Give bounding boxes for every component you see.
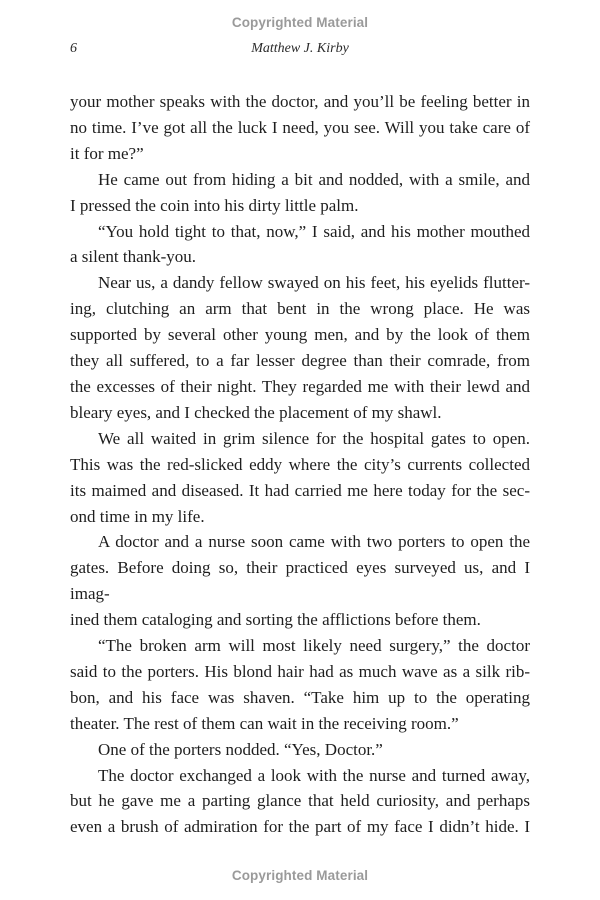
page-number: 6 <box>70 41 77 56</box>
text-line: I pressed the coin into his dirty little palm. <box>70 195 359 215</box>
text-line: bleary eyes, and I checked the placement of my shawl. <box>70 402 442 422</box>
text-line: no time. I’ve got all the luck I need, you see. Will you take care of <box>70 117 530 137</box>
text-line: We all waited in grim silence for the hospital gates to open. <box>98 428 530 448</box>
text-line: its maimed and diseased. It had carried me here today for the sec- <box>70 480 530 500</box>
text-line: it for me?” <box>70 143 144 163</box>
text-line: but he gave me a parting glance that held curiosity, and perhaps <box>70 791 530 811</box>
paragraph <box>70 270 530 425</box>
paragraph <box>70 89 530 167</box>
text-line: bon, and his face was shaven. “Take him up to the operating <box>70 687 530 707</box>
text-line: “You hold tight to that, now,” I said, and his mother mouthed <box>98 221 530 241</box>
running-head-author: Matthew J. Kirby <box>251 41 349 56</box>
text-line: ond time in my life. <box>70 506 205 526</box>
paragraph <box>70 426 530 530</box>
text-line: This was the red-slicked eddy where the city’s currents collected <box>70 454 530 474</box>
running-head <box>70 41 530 61</box>
text-line: the excesses of their night. They regarded me with their lewd and <box>70 376 530 396</box>
body-text <box>70 89 530 840</box>
paragraph <box>70 763 530 841</box>
text-line: theater. The rest of them can wait in the receiving room.” <box>70 713 459 733</box>
text-line: they all suffered, to a far lesser degree than their comrade, from <box>70 351 530 371</box>
paragraph <box>70 633 530 737</box>
text-line: ined them cataloging and sorting the afflictions before them. <box>70 610 481 630</box>
text-line: supported by several other young men, and by the look of them <box>70 325 530 345</box>
copyright-watermark-top: Copyrighted Material <box>231 15 369 30</box>
text-line: your mother speaks with the doctor, and you’ll be feeling better in <box>70 92 530 111</box>
paragraph <box>70 529 530 633</box>
text-line: even a brush of admiration for the part of my face I didn’t hide. I <box>70 817 530 837</box>
text-line: ing, clutching an arm that bent in the wrong place. He was <box>70 299 530 319</box>
text-line: a silent thank-you. <box>70 247 197 267</box>
text-line: He came out from hiding a bit and nodded, with a smile, and <box>98 169 530 189</box>
paragraph <box>70 219 530 271</box>
text-line: The doctor exchanged a look with the nurse and turned away, <box>98 765 530 785</box>
text-line: gates. Before doing so, their practiced eyes surveyed us, and I imag- <box>70 558 530 604</box>
paragraph <box>70 737 530 763</box>
text-line: One of the porters nodded. “Yes, Doctor.” <box>98 739 383 759</box>
text-line: “The broken arm will most likely need surgery,” the doctor <box>98 636 530 656</box>
paragraph <box>70 167 530 219</box>
text-line: said to the porters. His blond hair had as much wave as a silk rib- <box>70 661 530 681</box>
copyright-watermark-bottom: Copyrighted Material <box>231 868 369 883</box>
text-line: Near us, a dandy fellow swayed on his feet, his eyelids flutter- <box>98 273 530 293</box>
text-line: A doctor and a nurse soon came with two porters to open the <box>98 532 530 552</box>
